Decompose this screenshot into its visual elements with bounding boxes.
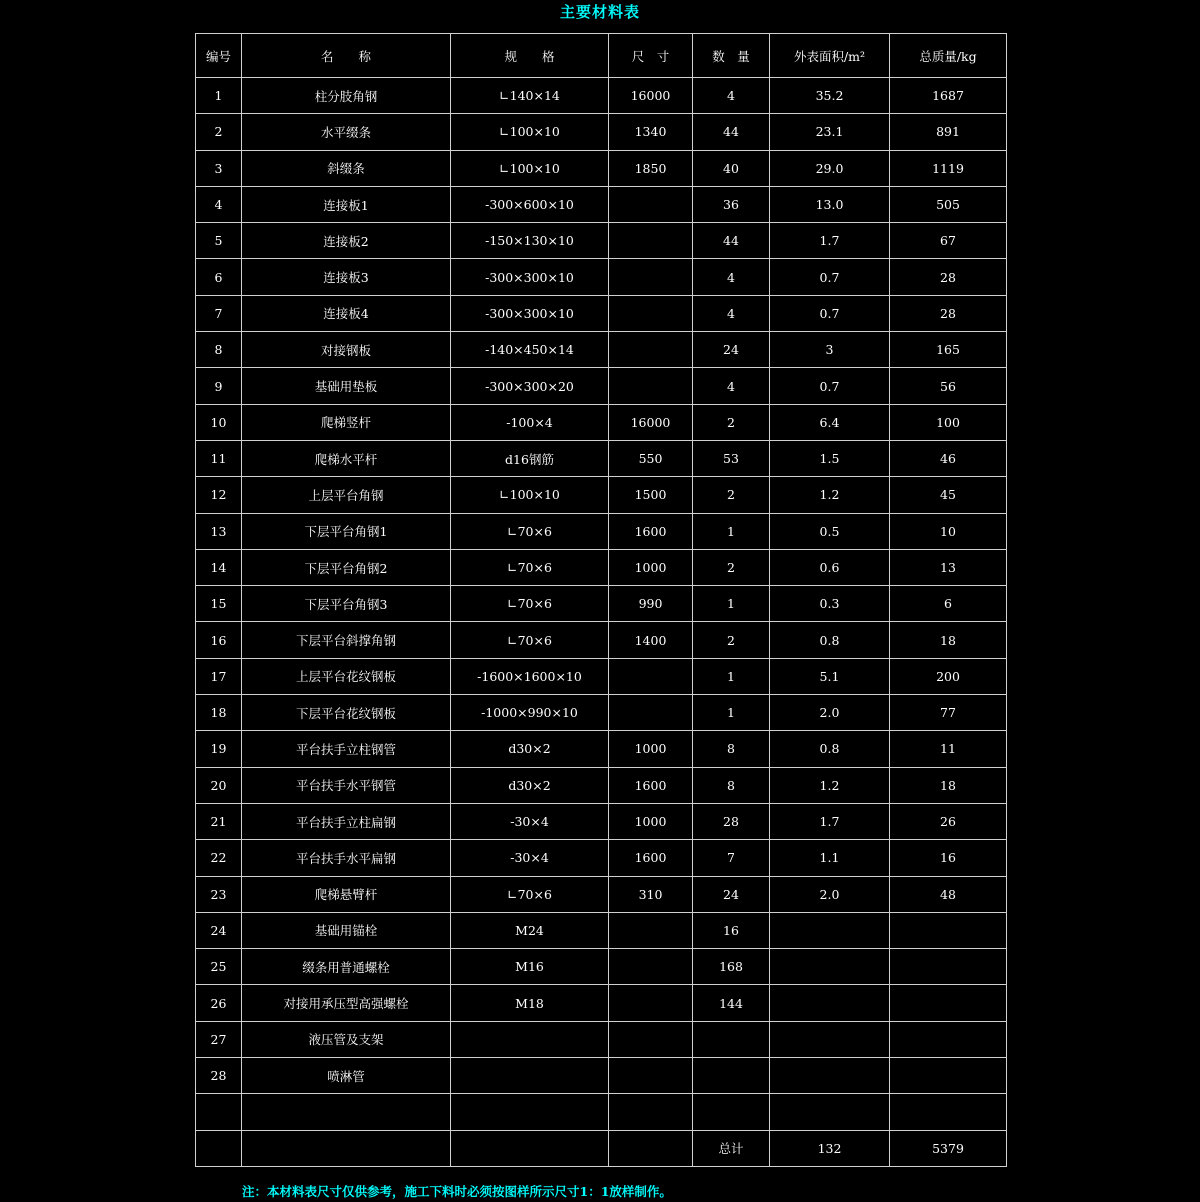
cell-total-mass xyxy=(890,912,1007,948)
cell-number: 7 xyxy=(196,295,242,331)
cell-total-mass xyxy=(890,949,1007,985)
cell-quantity: 53 xyxy=(693,440,770,476)
cell-quantity: 24 xyxy=(693,876,770,912)
cell-name: 下层平台角钢3 xyxy=(242,586,451,622)
cell-quantity: 144 xyxy=(693,985,770,1021)
cell-total-mass: 6 xyxy=(890,586,1007,622)
cell-surface-area: 2.0 xyxy=(770,876,890,912)
cell-spec: -1000×990×10 xyxy=(451,695,609,731)
table-row xyxy=(196,259,1007,295)
cell-surface-area: 23.1 xyxy=(770,114,890,150)
cell-surface-area xyxy=(770,912,890,948)
cell-quantity: 总计 xyxy=(693,1130,770,1166)
header-quantity: 数 量 xyxy=(693,34,770,78)
cell-surface-area: 0.5 xyxy=(770,513,890,549)
cell-number: 2 xyxy=(196,114,242,150)
table-row xyxy=(196,1021,1007,1057)
cell-total-mass: 1119 xyxy=(890,150,1007,186)
header-size: 尺 寸 xyxy=(609,34,693,78)
cell-number xyxy=(196,1130,242,1166)
cell-quantity: 2 xyxy=(693,549,770,585)
cell-number: 12 xyxy=(196,477,242,513)
cell-surface-area: 0.3 xyxy=(770,586,890,622)
cell-total-mass: 26 xyxy=(890,803,1007,839)
cell-quantity: 2 xyxy=(693,622,770,658)
footnote: 注：本材料表尺寸仅供参考，施工下料时必须按图样所示尺寸1：1放样制作。 xyxy=(242,1184,672,1199)
cell-name: 对接用承压型高强螺栓 xyxy=(242,985,451,1021)
cell-number: 26 xyxy=(196,985,242,1021)
cell-name: 水平缀条 xyxy=(242,114,451,150)
cell-number: 11 xyxy=(196,440,242,476)
cell-number: 5 xyxy=(196,223,242,259)
cell-size: 550 xyxy=(609,440,693,476)
cell-surface-area: 0.7 xyxy=(770,259,890,295)
cell-number: 10 xyxy=(196,404,242,440)
cell-total-mass: 45 xyxy=(890,477,1007,513)
table-row xyxy=(196,150,1007,186)
cell-surface-area: 1.5 xyxy=(770,440,890,476)
table-row xyxy=(196,658,1007,694)
table-row xyxy=(196,731,1007,767)
cell-quantity: 8 xyxy=(693,767,770,803)
cell-spec: -300×300×10 xyxy=(451,259,609,295)
table-title: 主要材料表 xyxy=(559,3,640,21)
cell-number: 24 xyxy=(196,912,242,948)
cell-surface-area: 0.7 xyxy=(770,368,890,404)
cell-name: 平台扶手立柱钢管 xyxy=(242,731,451,767)
cell-surface-area: 5.1 xyxy=(770,658,890,694)
table-row xyxy=(196,78,1007,114)
cell-spec: -300×600×10 xyxy=(451,186,609,222)
cell-number: 6 xyxy=(196,259,242,295)
cell-size: 1000 xyxy=(609,803,693,839)
cell-quantity: 24 xyxy=(693,332,770,368)
cell-name xyxy=(242,1094,451,1130)
cell-quantity: 28 xyxy=(693,803,770,839)
cell-size xyxy=(609,912,693,948)
cell-spec: d16钢筋 xyxy=(451,440,609,476)
table-row xyxy=(196,840,1007,876)
cell-size xyxy=(609,1130,693,1166)
cell-name: 平台扶手水平钢管 xyxy=(242,767,451,803)
cell-name: 液压管及支架 xyxy=(242,1021,451,1057)
header-surface-area: 外表面积/m² xyxy=(770,34,890,78)
cell-total-mass: 28 xyxy=(890,295,1007,331)
cell-number: 18 xyxy=(196,695,242,731)
cell-number: 15 xyxy=(196,586,242,622)
cell-name: 爬梯水平杆 xyxy=(242,440,451,476)
cell-quantity: 44 xyxy=(693,223,770,259)
cell-total-mass: 505 xyxy=(890,186,1007,222)
cell-name: 下层平台斜撑角钢 xyxy=(242,622,451,658)
cell-number: 14 xyxy=(196,549,242,585)
cell-spec: ∟100×10 xyxy=(451,114,609,150)
cell-total-mass xyxy=(890,1094,1007,1130)
cell-name: 基础用锚栓 xyxy=(242,912,451,948)
cell-name: 下层平台角钢1 xyxy=(242,513,451,549)
cell-surface-area xyxy=(770,1021,890,1057)
cell-number: 17 xyxy=(196,658,242,694)
cell-surface-area xyxy=(770,1094,890,1130)
cell-spec: ∟70×6 xyxy=(451,586,609,622)
cell-spec: -100×4 xyxy=(451,404,609,440)
cell-name: 柱分肢角钢 xyxy=(242,78,451,114)
cell-surface-area: 132 xyxy=(770,1130,890,1166)
table-body xyxy=(196,78,1007,1167)
cell-quantity: 168 xyxy=(693,949,770,985)
header-total-mass: 总质量/kg xyxy=(890,34,1007,78)
cell-quantity: 40 xyxy=(693,150,770,186)
cell-spec: M18 xyxy=(451,985,609,1021)
cell-number: 28 xyxy=(196,1058,242,1094)
cell-size: 1400 xyxy=(609,622,693,658)
cell-total-mass: 77 xyxy=(890,695,1007,731)
cell-size: 1600 xyxy=(609,840,693,876)
table-row xyxy=(196,295,1007,331)
cell-spec: -150×130×10 xyxy=(451,223,609,259)
cell-size xyxy=(609,949,693,985)
table-row xyxy=(196,404,1007,440)
cell-total-mass: 46 xyxy=(890,440,1007,476)
cell-total-mass: 18 xyxy=(890,622,1007,658)
cell-name: 喷淋管 xyxy=(242,1058,451,1094)
cell-surface-area: 29.0 xyxy=(770,150,890,186)
cell-size xyxy=(609,658,693,694)
cell-size: 1600 xyxy=(609,767,693,803)
cell-total-mass: 28 xyxy=(890,259,1007,295)
cell-surface-area: 1.7 xyxy=(770,803,890,839)
cell-size xyxy=(609,985,693,1021)
cell-name: 斜缀条 xyxy=(242,150,451,186)
table-row xyxy=(196,1094,1007,1130)
cell-spec: ∟70×6 xyxy=(451,513,609,549)
cell-total-mass: 100 xyxy=(890,404,1007,440)
cell-number: 21 xyxy=(196,803,242,839)
cell-size xyxy=(609,186,693,222)
cell-quantity: 1 xyxy=(693,658,770,694)
cell-quantity: 4 xyxy=(693,295,770,331)
cell-total-mass xyxy=(890,985,1007,1021)
cell-name: 连接板1 xyxy=(242,186,451,222)
cell-size xyxy=(609,332,693,368)
cell-name: 下层平台花纹钢板 xyxy=(242,695,451,731)
cell-name xyxy=(242,1130,451,1166)
materials-table xyxy=(195,33,1007,1167)
cell-spec: d30×2 xyxy=(451,767,609,803)
cell-name: 缀条用普通螺栓 xyxy=(242,949,451,985)
cell-name: 对接钢板 xyxy=(242,332,451,368)
cell-total-mass: 10 xyxy=(890,513,1007,549)
cell-quantity xyxy=(693,1021,770,1057)
cell-size xyxy=(609,1021,693,1057)
cell-spec xyxy=(451,1094,609,1130)
cell-size: 16000 xyxy=(609,78,693,114)
cell-quantity: 1 xyxy=(693,513,770,549)
cell-spec: -300×300×10 xyxy=(451,295,609,331)
cell-spec: -30×4 xyxy=(451,840,609,876)
table-row xyxy=(196,912,1007,948)
table-row xyxy=(196,949,1007,985)
table-row xyxy=(196,1130,1007,1166)
cell-spec: M16 xyxy=(451,949,609,985)
cell-number: 16 xyxy=(196,622,242,658)
cell-surface-area xyxy=(770,1058,890,1094)
cell-number: 22 xyxy=(196,840,242,876)
cell-total-mass: 18 xyxy=(890,767,1007,803)
cell-name: 平台扶手立柱扁钢 xyxy=(242,803,451,839)
cell-name: 连接板3 xyxy=(242,259,451,295)
cell-total-mass xyxy=(890,1058,1007,1094)
cell-surface-area xyxy=(770,949,890,985)
table-row xyxy=(196,513,1007,549)
cell-name: 基础用垫板 xyxy=(242,368,451,404)
cell-surface-area: 0.8 xyxy=(770,731,890,767)
cell-number: 23 xyxy=(196,876,242,912)
cell-surface-area: 1.2 xyxy=(770,767,890,803)
cell-number: 20 xyxy=(196,767,242,803)
cell-spec: -1600×1600×10 xyxy=(451,658,609,694)
cell-size xyxy=(609,1058,693,1094)
cell-number xyxy=(196,1094,242,1130)
cell-quantity: 36 xyxy=(693,186,770,222)
cell-size xyxy=(609,1094,693,1130)
cell-spec: d30×2 xyxy=(451,731,609,767)
cell-quantity: 1 xyxy=(693,586,770,622)
cell-size: 1500 xyxy=(609,477,693,513)
cell-surface-area: 1.2 xyxy=(770,477,890,513)
cell-size xyxy=(609,259,693,295)
cell-surface-area: 0.8 xyxy=(770,622,890,658)
cell-quantity: 2 xyxy=(693,477,770,513)
cell-surface-area xyxy=(770,985,890,1021)
cell-number: 25 xyxy=(196,949,242,985)
cell-name: 连接板4 xyxy=(242,295,451,331)
cell-total-mass: 891 xyxy=(890,114,1007,150)
cell-quantity: 7 xyxy=(693,840,770,876)
cell-spec: ∟140×14 xyxy=(451,78,609,114)
cell-total-mass: 11 xyxy=(890,731,1007,767)
cell-spec: M24 xyxy=(451,912,609,948)
table-row xyxy=(196,477,1007,513)
cell-spec: ∟100×10 xyxy=(451,477,609,513)
table-row xyxy=(196,1058,1007,1094)
table-row xyxy=(196,186,1007,222)
cell-quantity: 44 xyxy=(693,114,770,150)
table-row xyxy=(196,767,1007,803)
cell-size: 1340 xyxy=(609,114,693,150)
cell-name: 上层平台花纹钢板 xyxy=(242,658,451,694)
cell-total-mass xyxy=(890,1021,1007,1057)
cell-total-mass: 165 xyxy=(890,332,1007,368)
cell-size: 1000 xyxy=(609,731,693,767)
cell-number: 19 xyxy=(196,731,242,767)
cell-name: 上层平台角钢 xyxy=(242,477,451,513)
cell-number: 3 xyxy=(196,150,242,186)
cell-size: 1850 xyxy=(609,150,693,186)
cell-quantity: 16 xyxy=(693,912,770,948)
table-row xyxy=(196,586,1007,622)
cell-spec: ∟70×6 xyxy=(451,876,609,912)
table-row xyxy=(196,985,1007,1021)
cell-spec: ∟70×6 xyxy=(451,622,609,658)
cell-size xyxy=(609,695,693,731)
cell-name: 爬梯竖杆 xyxy=(242,404,451,440)
cell-spec xyxy=(451,1130,609,1166)
table-row xyxy=(196,803,1007,839)
cell-spec: -300×300×20 xyxy=(451,368,609,404)
table-row xyxy=(196,223,1007,259)
cell-total-mass: 56 xyxy=(890,368,1007,404)
table-row xyxy=(196,440,1007,476)
cell-size: 1600 xyxy=(609,513,693,549)
cell-size xyxy=(609,368,693,404)
cell-name: 爬梯悬臂杆 xyxy=(242,876,451,912)
cell-quantity xyxy=(693,1058,770,1094)
cell-spec xyxy=(451,1058,609,1094)
cell-surface-area: 0.7 xyxy=(770,295,890,331)
cell-size xyxy=(609,223,693,259)
table-row xyxy=(196,368,1007,404)
cell-name: 平台扶手水平扁钢 xyxy=(242,840,451,876)
cell-spec: -140×450×14 xyxy=(451,332,609,368)
header-row xyxy=(196,34,1007,78)
cell-spec: ∟100×10 xyxy=(451,150,609,186)
cell-number: 1 xyxy=(196,78,242,114)
cell-size: 16000 xyxy=(609,404,693,440)
cell-name: 连接板2 xyxy=(242,223,451,259)
cell-surface-area: 13.0 xyxy=(770,186,890,222)
cell-surface-area: 1.7 xyxy=(770,223,890,259)
cell-surface-area: 35.2 xyxy=(770,78,890,114)
table-row xyxy=(196,622,1007,658)
table-row xyxy=(196,114,1007,150)
cell-number: 9 xyxy=(196,368,242,404)
cell-size: 990 xyxy=(609,586,693,622)
cell-quantity: 1 xyxy=(693,695,770,731)
cell-quantity: 4 xyxy=(693,259,770,295)
cell-size xyxy=(609,295,693,331)
cell-total-mass: 1687 xyxy=(890,78,1007,114)
cell-total-mass: 13 xyxy=(890,549,1007,585)
table-row xyxy=(196,332,1007,368)
cell-number: 27 xyxy=(196,1021,242,1057)
cell-total-mass: 48 xyxy=(890,876,1007,912)
cell-total-mass: 5379 xyxy=(890,1130,1007,1166)
cell-surface-area: 6.4 xyxy=(770,404,890,440)
cell-quantity: 4 xyxy=(693,78,770,114)
cell-spec: -30×4 xyxy=(451,803,609,839)
cell-quantity: 4 xyxy=(693,368,770,404)
cell-number: 4 xyxy=(196,186,242,222)
cell-total-mass: 200 xyxy=(890,658,1007,694)
cell-spec: ∟70×6 xyxy=(451,549,609,585)
cell-surface-area: 2.0 xyxy=(770,695,890,731)
cell-quantity xyxy=(693,1094,770,1130)
header-name: 名 称 xyxy=(242,34,451,78)
header-number: 编号 xyxy=(196,34,242,78)
table-row xyxy=(196,695,1007,731)
table-row xyxy=(196,876,1007,912)
cell-quantity: 2 xyxy=(693,404,770,440)
cell-surface-area: 0.6 xyxy=(770,549,890,585)
cell-surface-area: 3 xyxy=(770,332,890,368)
cell-total-mass: 16 xyxy=(890,840,1007,876)
cell-size: 310 xyxy=(609,876,693,912)
cell-spec xyxy=(451,1021,609,1057)
cell-quantity: 8 xyxy=(693,731,770,767)
table-row xyxy=(196,549,1007,585)
cell-name: 下层平台角钢2 xyxy=(242,549,451,585)
cell-size: 1000 xyxy=(609,549,693,585)
cell-number: 13 xyxy=(196,513,242,549)
header-spec: 规 格 xyxy=(451,34,609,78)
cell-total-mass: 67 xyxy=(890,223,1007,259)
cell-number: 8 xyxy=(196,332,242,368)
cell-surface-area: 1.1 xyxy=(770,840,890,876)
